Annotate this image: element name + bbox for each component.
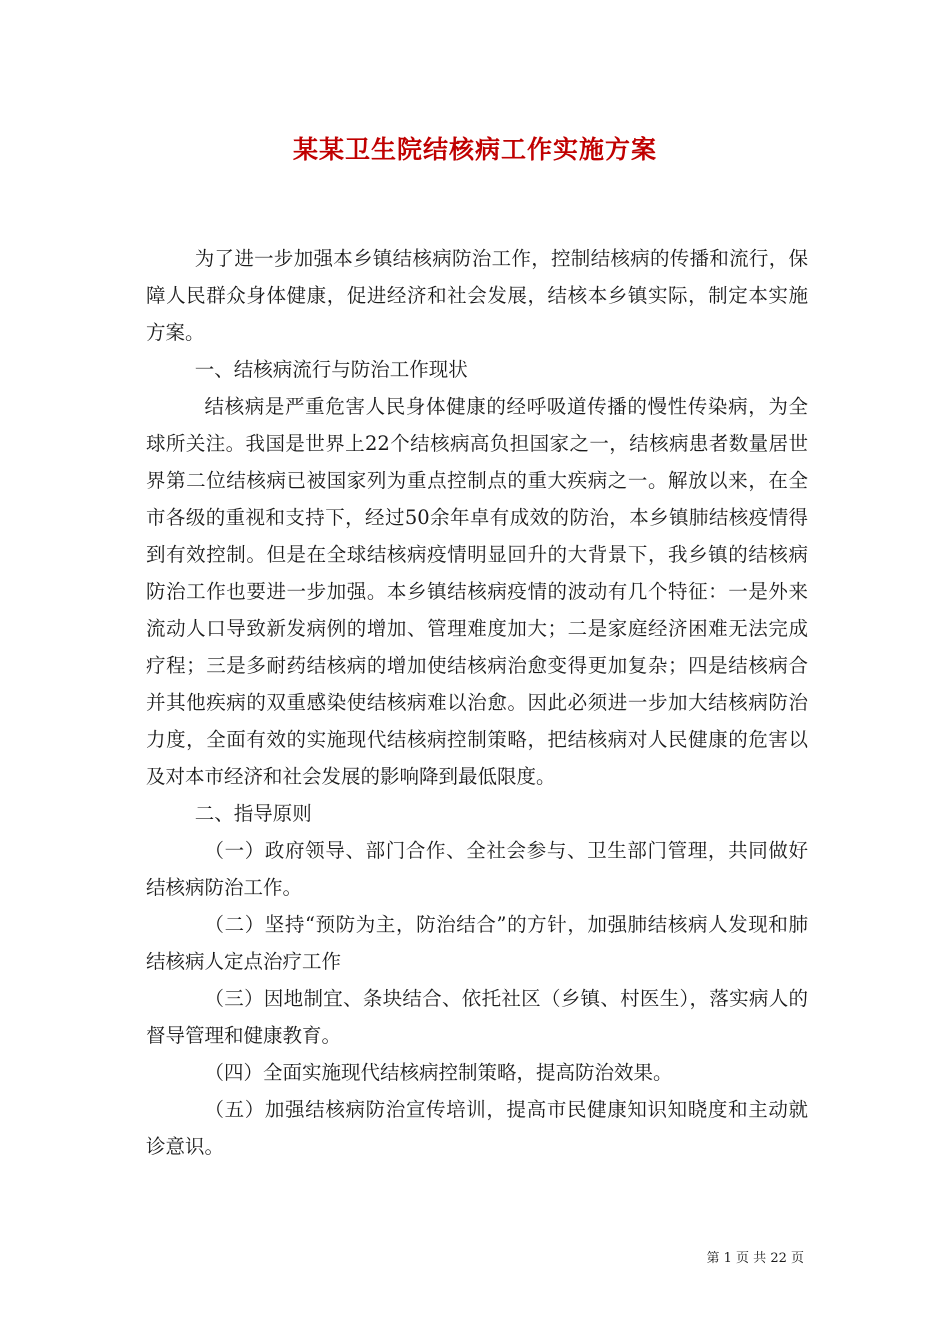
intro-paragraph: 为了进一步加强本乡镇结核病防治工作，控制结核病的传播和流行，保障人民群众身体健康，促进经济和社会发展，结核本乡镇实际，制定本实施方案。 bbox=[146, 247, 808, 344]
status-paragraph: 结核病是严重危害人民身体健康的经呼吸道传播的慢性传染病，为全球所关注。我国是世界上22个结核病高负担国家之一，结核病患者数量居世界第二位结核病已被国家列为重点控制点的重大疾病之一。解放以来，在全市各级的重视和支持下，经过50余年卓有成效的防治，本乡镇肺结核疫情得到有效控制。但是在全球结核病疫情明显回升的大背景下，我乡镇的结核病防治工作也要进一步加强。本乡镇结核病疫情的波动有几个特征：一是外来流动人口导致新发病例的增加、管理难度加大；二是家庭经济困难无法完成疗程；三是多耐药结核病的增加使结核病治愈变得更加复杂；四是结核病合并其他疾病的双重感染使结核病难以治愈。因此必须进一步加大结核病防治力度，全面有效的实施现代结核病控制策略，把结核病对人民健康的危害以及对本市经济和社会发展的影响降到最低限度。 bbox=[146, 395, 808, 788]
page-number: 第 1 页 共 22 页 bbox=[706, 1251, 804, 1266]
principle-item-3: （三）因地制宜、条块结合、依托社区（乡镇、村医生），落实病人的督导管理和健康教育。 bbox=[146, 987, 808, 1047]
section-heading-1: 一、结核病流行与防治工作现状 bbox=[194, 358, 468, 381]
section-heading-2: 二、指导原则 bbox=[194, 802, 312, 825]
principle-item-2: （二）坚持“预防为主，防治结合”的方针，加强肺结核病人发现和肺结核病人定点治疗工作 bbox=[146, 913, 808, 973]
principle-item-4: （四）全面实施现代结核病控制策略，提高防治效果。 bbox=[204, 1061, 673, 1084]
principle-item-1: （一）政府领导、部门合作、全社会参与、卫生部门管理，共同做好结核病防治工作。 bbox=[146, 839, 808, 899]
principle-item-5: （五）加强结核病防治宣传培训，提高市民健康知识知晓度和主动就诊意识。 bbox=[146, 1098, 808, 1158]
document-body bbox=[146, 240, 808, 1165]
document-title: 某某卫生院结核病工作实施方案 bbox=[292, 135, 657, 164]
